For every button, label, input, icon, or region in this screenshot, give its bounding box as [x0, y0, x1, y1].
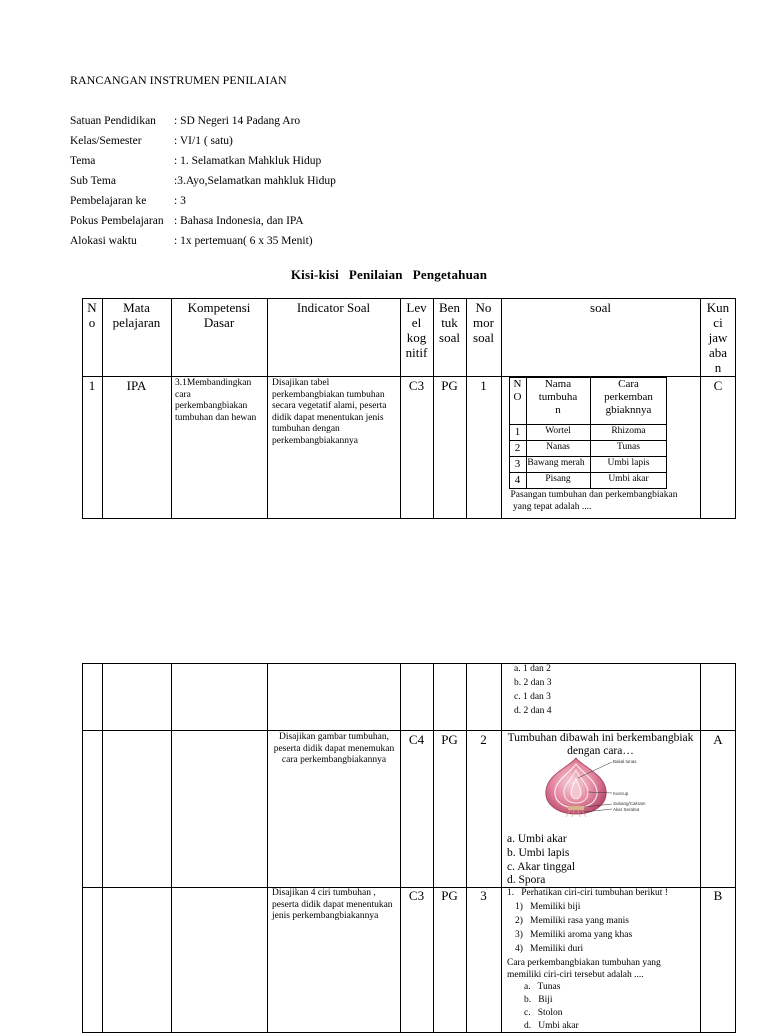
row2-level: C4 [408, 732, 425, 747]
plant-row-cara: Umbi lapis [607, 458, 650, 468]
image-label: Kuncup [613, 791, 629, 796]
info-label: Pokus Pembelajaran [70, 215, 164, 227]
info-pembelajaran-ke [70, 193, 186, 209]
header-text: Kun [706, 300, 730, 315]
question3-text-line1: Cara perkembangbiakan tumbuhan yang [507, 958, 661, 968]
header-text: soal [439, 330, 460, 345]
plant-row-cara: Rhizoma [611, 426, 646, 436]
question1-option-d: d. 2 dan 4 [514, 706, 552, 716]
info-label: Tema [70, 155, 96, 167]
info-kelas-semester [70, 133, 233, 149]
header-nomor-soal [466, 300, 501, 345]
info-alokasi-waktu [70, 233, 313, 249]
header-text: N [87, 300, 97, 315]
row1-mata-pelajaran: IPA [126, 378, 147, 393]
row3-level: C3 [408, 888, 425, 903]
question1-option-b: b. 2 dan 3 [514, 678, 552, 688]
info-tema [70, 153, 321, 169]
row3-bentuk: PG [441, 888, 458, 903]
question2-option-a: a. Umbi akar [507, 833, 567, 845]
plant-row-cara: Umbi akar [608, 474, 649, 484]
header-text: nitif [405, 345, 428, 360]
row1-level: C3 [408, 378, 425, 393]
row2-bentuk: PG [441, 732, 458, 747]
header-text: mor [473, 315, 494, 330]
question2-option-d: d. Spora [507, 874, 546, 886]
header-text: Lev [406, 300, 427, 315]
row3-indikator: Disajikan 4 ciri tumbuhan , peserta didik dapat menentukan jenis perkembangbiakannya [272, 888, 393, 921]
row2-indikator: Disajikan gambar tumbuhan, peserta didik dapat menemukan cara perkembangbiakannya [273, 732, 395, 765]
plant-row-no: 3 [514, 458, 521, 470]
info-value: :3.Ayo,Selamatkan mahkluk Hidup [174, 175, 336, 187]
header-text: el [411, 315, 422, 330]
image-label: Subang/Cakram [613, 801, 646, 806]
plant-row-cara: Tunas [617, 442, 640, 452]
info-value: : 1x pertemuan( 6 x 35 Menit) [174, 235, 313, 247]
row1-kompetensi-dasar: 3.1Membandingkan cara perkembangbiakan tumbuhan dan hewan [175, 378, 257, 423]
header-kunci-jawaban [700, 300, 736, 375]
header-text: n [714, 360, 722, 375]
info-label: Pembelajaran ke [70, 195, 147, 207]
info-value: : VI/1 ( satu) [174, 135, 233, 147]
onion-cross-section-image [540, 756, 670, 818]
section-title-part: Kisi-kisi [290, 267, 339, 282]
image-label: Bakal tunas [613, 759, 637, 764]
header-text: ci [713, 315, 723, 330]
question1-option-c: c. 1 dan 3 [514, 692, 551, 702]
header-text: O [513, 391, 522, 403]
header-text: jaw [708, 330, 728, 345]
header-text: perkemban [604, 391, 653, 403]
question1-text-line1: Pasangan tumbuhan dan perkembangbiakan [510, 490, 678, 500]
header-text: kog [406, 330, 427, 345]
header-text: Cara [618, 378, 639, 390]
header-mata-pelajaran [102, 300, 171, 330]
row3-kunci: B [713, 888, 723, 903]
header-text: N [513, 378, 522, 390]
table-divider [501, 298, 502, 519]
header-bentuk-soal [433, 300, 466, 345]
row1-no: 1 [88, 378, 96, 393]
plant-row-no: 1 [514, 426, 521, 438]
section-title-part: Pengetahuan [412, 267, 488, 282]
row1-indikator: Disajikan tabel perkembangbiakan tumbuhan secara vegetatif alami, peserta didik dapat menentukan jenis tumbuhan dengan perkembangbiakannya [272, 378, 387, 446]
question3-option-c: c. Stolon [524, 1008, 563, 1018]
header-level-kognitif [400, 300, 433, 360]
plant-table-divider [509, 440, 667, 441]
question3-intro: 1. Perhatikan ciri-ciri tumbuhan berikut ! [507, 888, 668, 898]
row1-nomor: 1 [480, 378, 487, 393]
question2-option-c: c. Akar tinggal [507, 861, 576, 873]
info-label: Sub Tema [70, 175, 116, 187]
plant-header-cara [590, 378, 667, 417]
section-title [0, 267, 768, 283]
header-text: n [555, 404, 561, 416]
row1-bentuk: PG [441, 378, 458, 393]
plant-row-nama: Nanas [546, 442, 570, 452]
question3-trait: 2) Memiliki rasa yang manis [515, 916, 629, 926]
table-divider [82, 730, 736, 731]
table-divider [102, 663, 103, 1033]
header-text: gbiaknnya [605, 404, 652, 416]
table-divider [400, 663, 401, 1033]
header-text: Nama [544, 378, 572, 390]
question2-text-line2: dengan cara… [567, 745, 634, 757]
info-satuan-pendidikan [70, 113, 300, 129]
header-text: soal [473, 330, 494, 345]
plant-table-divider [509, 424, 667, 425]
table-divider [433, 663, 434, 1033]
header-soal: soal [590, 300, 611, 315]
header-kompetensi-dasar [171, 300, 267, 330]
table-divider [171, 663, 172, 1033]
question3-option-b: b. Biji [524, 995, 553, 1005]
header-indicator-soal: Indicator Soal [296, 300, 371, 315]
row2-kunci: A [713, 732, 723, 747]
header-text: Mata [123, 300, 150, 315]
header-text: o [88, 315, 96, 330]
question1-text-line2: yang tepat adalah .... [513, 502, 592, 512]
plant-row-no: 4 [514, 474, 521, 486]
info-value: : Bahasa Indonesia, dan IPA [174, 215, 304, 227]
header-text: tumbuha [538, 391, 578, 403]
header-text: pelajaran [112, 315, 161, 330]
plant-table-divider [509, 472, 667, 473]
header-text: Kompetensi [187, 300, 251, 315]
image-label: Akar Serabut [613, 807, 640, 812]
document-title: RANCANGAN INSTRUMEN PENILAIAN [70, 73, 287, 87]
question3-trait: 3) Memiliki aroma yang khas [515, 930, 633, 940]
header-text: Ben [439, 300, 460, 315]
question2-option-b: b. Umbi lapis [507, 847, 570, 859]
question2-text-line1: Tumbuhan dibawah ini berkembangbiak [507, 732, 694, 744]
plant-header-nama [526, 378, 590, 417]
info-pokus-pembelajaran [70, 213, 304, 229]
table-divider [700, 663, 701, 1033]
row2-nomor: 2 [480, 732, 487, 747]
question1-option-a: a. 1 dan 2 [514, 664, 551, 674]
header-text: aba [708, 345, 728, 360]
plant-row-nama: Wortel [545, 426, 571, 436]
info-value: : SD Negeri 14 Padang Aro [174, 115, 301, 127]
question3-trait: 1) Memiliki biji [515, 902, 581, 912]
plant-header-no [509, 378, 526, 404]
info-value: : 1. Selamatkan Mahkluk Hidup [174, 155, 322, 167]
row3-nomor: 3 [480, 888, 487, 903]
header-text: Dasar [203, 315, 235, 330]
header-text: No [475, 300, 492, 315]
question3-text-line2: memiliki ciri-ciri tersebut adalah .... [507, 970, 644, 980]
info-label: Alokasi waktu [70, 235, 137, 247]
header-no [82, 300, 102, 330]
plant-row-no: 2 [514, 442, 521, 454]
header-text: tuk [441, 315, 458, 330]
plant-row-nama: Pisang [545, 474, 571, 484]
plant-row-nama: Bawang merah [527, 458, 585, 468]
row1-kunci: C [713, 378, 723, 393]
table-divider [466, 663, 467, 1033]
table-divider [171, 298, 172, 519]
section-title-part: Penilaian [348, 267, 403, 282]
info-label: Kelas/Semester [70, 135, 142, 147]
table-divider [267, 663, 268, 1033]
table-divider [501, 663, 502, 1033]
question3-trait: 4) Memiliki duri [515, 944, 584, 954]
question3-option-a: a. Tunas [524, 982, 561, 992]
question3-option-d: d. Umbi akar [524, 1021, 579, 1031]
info-value: : 3 [174, 195, 186, 207]
info-sub-tema [70, 173, 336, 189]
table-divider [267, 298, 268, 519]
plant-table-divider [509, 456, 667, 457]
info-label: Satuan Pendidikan [70, 115, 156, 127]
table-divider [102, 298, 103, 519]
